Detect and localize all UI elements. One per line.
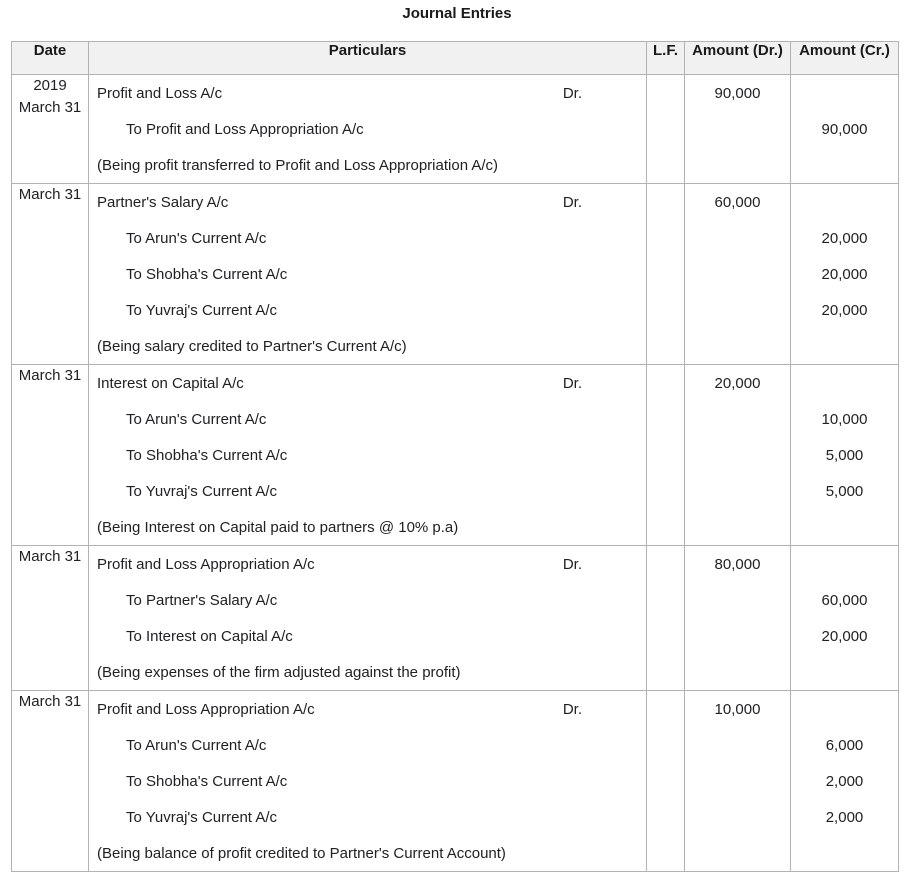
particulars-text: To Yuvraj's Current A/c [126,301,277,319]
amount-cr-value [791,509,898,545]
particulars-text: To Shobha's Current A/c [126,446,288,464]
particulars-line-debit [89,184,646,220]
entry-lf-cell [647,691,685,872]
entry-particulars-cell [89,75,647,184]
particulars-text: Profit and Loss Appropriation A/c [97,700,315,718]
amount-cr-value: 60,000 [821,591,868,609]
amount-cr-value: 5,000 [825,482,864,500]
entry-amount-cr-cell [791,184,899,365]
particulars-line-narration [89,147,646,183]
particulars-line-debit [89,691,646,727]
entry-amount-cr-cell [791,75,899,184]
amount-dr-value [685,437,790,473]
particulars-line-credit [89,582,646,618]
particulars-text: (Being salary credited to Partner's Current A/c) [97,337,407,355]
particulars-line-credit [89,763,646,799]
journal-entries-table [11,41,899,872]
entry-date-cell [12,365,89,546]
particulars-text: (Being expenses of the firm adjusted against the profit) [97,663,461,681]
amount-cr-value [791,365,898,401]
journal-entry-row [12,184,899,365]
particulars-line-credit [89,618,646,654]
entry-date-line: March 31 [18,693,82,710]
debit-marker: Dr. [562,84,582,102]
particulars-text: To Arun's Current A/c [126,410,267,428]
page-title: Journal Entries [402,5,512,22]
journal-entry-row [12,365,899,546]
particulars-line-narration [89,835,646,871]
particulars-line-credit [89,401,646,437]
particulars-line-credit [89,220,646,256]
amount-cr-value [791,835,898,871]
entry-amount-cr-cell [791,691,899,872]
amount-cr-value [791,546,898,582]
particulars-line-credit [89,292,646,328]
entry-lf-cell [647,75,685,184]
particulars-text: (Being Interest on Capital paid to partners @ 10% p.a) [97,518,459,536]
amount-dr-value [685,147,790,183]
amount-cr-value: 20,000 [821,301,868,319]
particulars-line-debit [89,75,646,111]
amount-cr-value: 2,000 [825,772,864,790]
amount-dr-value [685,835,790,871]
particulars-text: To Yuvraj's Current A/c [126,482,277,500]
amount-dr-value [685,328,790,364]
particulars-text: To Partner's Salary A/c [126,591,278,609]
entry-amount-dr-cell [685,75,791,184]
debit-marker: Dr. [562,555,582,573]
amount-dr-value [685,292,790,328]
journal-entry-row [12,691,899,872]
amount-dr-value [685,618,790,654]
debit-marker: Dr. [562,374,582,392]
entry-lf-cell [647,365,685,546]
entry-date-cell [12,184,89,365]
debit-marker: Dr. [562,193,582,211]
amount-cr-value: 20,000 [821,265,868,283]
particulars-text: To Shobha's Current A/c [126,772,288,790]
amount-dr-value [685,509,790,545]
amount-dr-value [685,763,790,799]
amount-dr-value: 10,000 [714,700,761,718]
entry-particulars-cell [89,691,647,872]
column-header-amount-cr: Amount (Cr.) [791,42,899,75]
amount-dr-value [685,582,790,618]
entry-amount-dr-cell [685,691,791,872]
column-header-particulars: Particulars [89,42,647,75]
column-header-amount-dr: Amount (Dr.) [685,42,791,75]
table-header-row [12,42,899,75]
entry-particulars-cell [89,365,647,546]
amount-cr-value: 2,000 [825,808,864,826]
entry-amount-cr-cell [791,365,899,546]
journal-entry-row [12,75,899,184]
amount-cr-value [791,147,898,183]
amount-cr-value: 6,000 [825,736,864,754]
entry-amount-dr-cell [685,365,791,546]
entry-date-line: March 31 [18,367,82,384]
particulars-line-debit [89,546,646,582]
amount-cr-value: 90,000 [821,120,868,138]
journal-entry-row [12,546,899,691]
amount-dr-value [685,473,790,509]
entry-amount-dr-cell [685,184,791,365]
entry-date-line: 2019 [33,77,67,94]
particulars-text: To Arun's Current A/c [126,736,267,754]
amount-dr-value [685,111,790,147]
amount-dr-value [685,799,790,835]
amount-cr-value: 20,000 [821,229,868,247]
particulars-text: (Being balance of profit credited to Partner's Current Account) [97,844,506,862]
column-header-lf: L.F. [647,42,685,75]
particulars-line-credit [89,799,646,835]
entry-date-line: March 31 [18,186,82,203]
amount-dr-value [685,256,790,292]
particulars-text: To Yuvraj's Current A/c [126,808,277,826]
entry-lf-cell [647,184,685,365]
amount-dr-value: 90,000 [714,84,761,102]
particulars-text: Profit and Loss Appropriation A/c [97,555,315,573]
entry-particulars-cell [89,184,647,365]
particulars-text: Interest on Capital A/c [97,374,244,392]
particulars-line-narration [89,328,646,364]
particulars-text: (Being profit transferred to Profit and Loss Appropriation A/c) [97,156,499,174]
entry-amount-dr-cell [685,546,791,691]
amount-cr-value: 20,000 [821,627,868,645]
amount-cr-value [791,691,898,727]
entry-particulars-cell [89,546,647,691]
entry-date-line: March 31 [18,548,82,565]
particulars-line-narration [89,509,646,545]
debit-marker: Dr. [562,700,582,718]
particulars-line-debit [89,365,646,401]
entry-lf-cell [647,546,685,691]
amount-cr-value: 5,000 [825,446,864,464]
particulars-text: To Interest on Capital A/c [126,627,293,645]
entry-date-cell [12,691,89,872]
entry-amount-cr-cell [791,546,899,691]
particulars-line-credit [89,473,646,509]
amount-dr-value [685,727,790,763]
particulars-text: To Shobha's Current A/c [126,265,288,283]
particulars-text: Profit and Loss A/c [97,84,223,102]
amount-dr-value: 80,000 [714,555,761,573]
amount-cr-value [791,328,898,364]
amount-dr-value [685,401,790,437]
particulars-text: To Profit and Loss Appropriation A/c [126,120,364,138]
entry-date-line: March 31 [18,99,82,116]
particulars-line-narration [89,654,646,690]
particulars-line-credit [89,727,646,763]
column-header-date: Date [12,42,89,75]
entry-date-cell [12,75,89,184]
amount-cr-value [791,654,898,690]
amount-cr-value [791,184,898,220]
amount-dr-value [685,220,790,256]
amount-dr-value: 60,000 [714,193,761,211]
amount-dr-value [685,654,790,690]
amount-cr-value [791,75,898,111]
particulars-text: To Arun's Current A/c [126,229,267,247]
entry-date-cell [12,546,89,691]
amount-dr-value: 20,000 [714,374,761,392]
particulars-line-credit [89,256,646,292]
particulars-text: Partner's Salary A/c [97,193,229,211]
amount-cr-value: 10,000 [821,410,868,428]
particulars-line-credit [89,437,646,473]
particulars-line-credit [89,111,646,147]
